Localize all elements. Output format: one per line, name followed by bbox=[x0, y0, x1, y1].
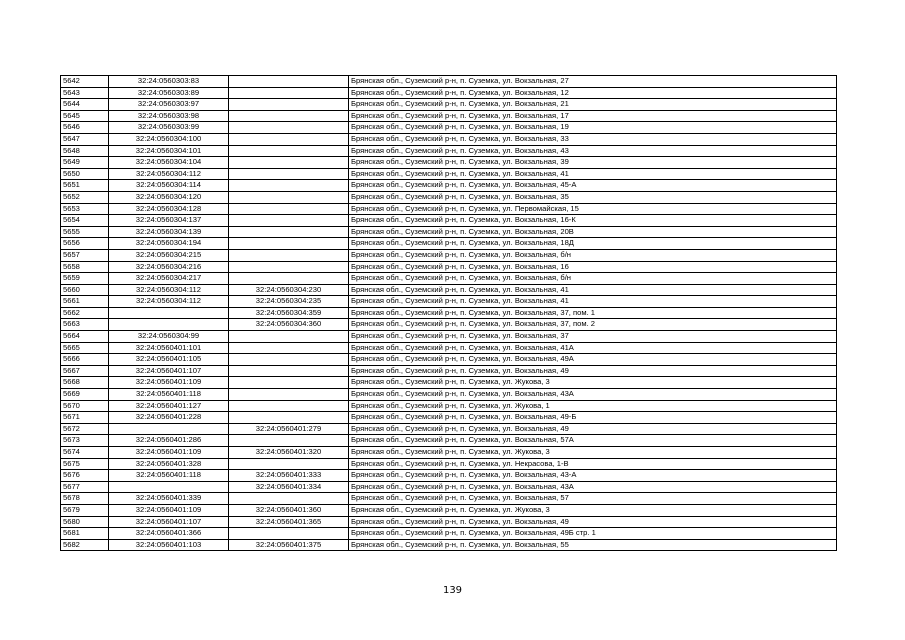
address-cell: Брянская обл., Суземский р-н, п. Суземка, ул. Вокзальная, 41А bbox=[349, 342, 837, 354]
cadastral-number-cell bbox=[109, 423, 229, 435]
cadastral-number-cell: 32:24:0560401:366 bbox=[109, 528, 229, 540]
table-row bbox=[61, 76, 837, 88]
table-row bbox=[61, 458, 837, 470]
row-number-cell: 5678 bbox=[61, 493, 109, 505]
table-row bbox=[61, 133, 837, 145]
cadastral-number-cell: 32:24:0560303:89 bbox=[109, 87, 229, 99]
cadastral-number-cell: 32:24:0560303:99 bbox=[109, 122, 229, 134]
table-row bbox=[61, 284, 837, 296]
related-cadastral-number-cell bbox=[229, 435, 349, 447]
table-row bbox=[61, 331, 837, 343]
cadastral-number-cell: 32:24:0560304:112 bbox=[109, 168, 229, 180]
table-row bbox=[61, 307, 837, 319]
table-row bbox=[61, 261, 837, 273]
row-number-cell: 5661 bbox=[61, 296, 109, 308]
cadastral-number-cell: 32:24:0560304:114 bbox=[109, 180, 229, 192]
row-number-cell: 5645 bbox=[61, 110, 109, 122]
table-row bbox=[61, 319, 837, 331]
row-number-cell: 5664 bbox=[61, 331, 109, 343]
address-cell: Брянская обл., Суземский р-н, п. Суземка, ул. Вокзальная, 39 bbox=[349, 157, 837, 169]
table-row bbox=[61, 389, 837, 401]
row-number-cell: 5646 bbox=[61, 122, 109, 134]
cadastral-number-cell: 32:24:0560303:98 bbox=[109, 110, 229, 122]
address-cell: Брянская обл., Суземский р-н, п. Суземка, ул. Вокзальная, 49Б стр. 1 bbox=[349, 528, 837, 540]
related-cadastral-number-cell: 32:24:0560401:375 bbox=[229, 539, 349, 551]
table-row bbox=[61, 226, 837, 238]
table-row bbox=[61, 412, 837, 424]
table-row bbox=[61, 528, 837, 540]
table-row bbox=[61, 157, 837, 169]
cadastral-number-cell: 32:24:0560401:109 bbox=[109, 377, 229, 389]
cadastral-number-cell: 32:24:0560304:112 bbox=[109, 296, 229, 308]
cadastral-number-cell: 32:24:0560401:127 bbox=[109, 400, 229, 412]
cadastral-number-cell: 32:24:0560401:103 bbox=[109, 539, 229, 551]
address-cell: Брянская обл., Суземский р-н, п. Суземка, ул. Жукова, 3 bbox=[349, 504, 837, 516]
row-number-cell: 5680 bbox=[61, 516, 109, 528]
address-cell: Брянская обл., Суземский р-н, п. Суземка, ул. Вокзальная, 21 bbox=[349, 99, 837, 111]
cadastral-number-cell: 32:24:0560304:112 bbox=[109, 284, 229, 296]
related-cadastral-number-cell: 32:24:0560304:359 bbox=[229, 307, 349, 319]
row-number-cell: 5682 bbox=[61, 539, 109, 551]
table-row bbox=[61, 377, 837, 389]
table-row bbox=[61, 493, 837, 505]
page-number: 139 bbox=[442, 585, 463, 596]
table-row bbox=[61, 168, 837, 180]
cadastral-number-cell: 32:24:0560304:215 bbox=[109, 249, 229, 261]
row-number-cell: 5670 bbox=[61, 400, 109, 412]
address-cell: Брянская обл., Суземский р-н, п. Суземка, ул. Вокзальная, б/н bbox=[349, 273, 837, 285]
address-cell: Брянская обл., Суземский р-н, п. Суземка, ул. Вокзальная, 55 bbox=[349, 539, 837, 551]
related-cadastral-number-cell bbox=[229, 365, 349, 377]
row-number-cell: 5663 bbox=[61, 319, 109, 331]
address-cell: Брянская обл., Суземский р-н, п. Суземка, ул. Некрасова, 1-В bbox=[349, 458, 837, 470]
related-cadastral-number-cell bbox=[229, 180, 349, 192]
row-number-cell: 5650 bbox=[61, 168, 109, 180]
table-row bbox=[61, 122, 837, 134]
related-cadastral-number-cell: 32:24:0560401:320 bbox=[229, 447, 349, 459]
cadastral-number-cell: 32:24:0560303:83 bbox=[109, 76, 229, 88]
address-cell: Брянская обл., Суземский р-н, п. Суземка, ул. Вокзальная, 27 bbox=[349, 76, 837, 88]
address-cell: Брянская обл., Суземский р-н, п. Суземка, ул. Вокзальная, 49 bbox=[349, 516, 837, 528]
cadastral-number-cell: 32:24:0560401:328 bbox=[109, 458, 229, 470]
related-cadastral-number-cell: 32:24:0560304:230 bbox=[229, 284, 349, 296]
cadastral-number-cell: 32:24:0560303:97 bbox=[109, 99, 229, 111]
address-cell: Брянская обл., Суземский р-н, п. Суземка, ул. Вокзальная, 49 bbox=[349, 423, 837, 435]
related-cadastral-number-cell bbox=[229, 273, 349, 285]
related-cadastral-number-cell bbox=[229, 87, 349, 99]
address-cell: Брянская обл., Суземский р-н, п. Суземка, ул. Вокзальная, 41 bbox=[349, 296, 837, 308]
address-cell: Брянская обл., Суземский р-н, п. Суземка, ул. Вокзальная, 43-А bbox=[349, 470, 837, 482]
address-cell: Брянская обл., Суземский р-н, п. Суземка, ул. Вокзальная, 43А bbox=[349, 389, 837, 401]
row-number-cell: 5679 bbox=[61, 504, 109, 516]
row-number-cell: 5671 bbox=[61, 412, 109, 424]
table-row bbox=[61, 238, 837, 250]
cadastral-number-cell: 32:24:0560401:109 bbox=[109, 447, 229, 459]
table-row bbox=[61, 99, 837, 111]
table-row bbox=[61, 504, 837, 516]
row-number-cell: 5652 bbox=[61, 191, 109, 203]
cadastral-number-cell: 32:24:0560401:339 bbox=[109, 493, 229, 505]
related-cadastral-number-cell bbox=[229, 191, 349, 203]
related-cadastral-number-cell bbox=[229, 412, 349, 424]
property-table-body bbox=[61, 76, 837, 551]
row-number-cell: 5666 bbox=[61, 354, 109, 366]
cadastral-number-cell: 32:24:0560304:104 bbox=[109, 157, 229, 169]
related-cadastral-number-cell: 32:24:0560304:360 bbox=[229, 319, 349, 331]
cadastral-number-cell: 32:24:0560401:109 bbox=[109, 504, 229, 516]
row-number-cell: 5667 bbox=[61, 365, 109, 377]
row-number-cell: 5677 bbox=[61, 481, 109, 493]
address-cell: Брянская обл., Суземский р-н, п. Суземка, ул. Вокзальная, 57 bbox=[349, 493, 837, 505]
address-cell: Брянская обл., Суземский р-н, п. Суземка, ул. Вокзальная, 37, пом. 2 bbox=[349, 319, 837, 331]
table-row bbox=[61, 215, 837, 227]
table-row bbox=[61, 249, 837, 261]
table-row bbox=[61, 423, 837, 435]
row-number-cell: 5657 bbox=[61, 249, 109, 261]
address-cell: Брянская обл., Суземский р-н, п. Суземка, ул. Вокзальная, 16 bbox=[349, 261, 837, 273]
row-number-cell: 5674 bbox=[61, 447, 109, 459]
address-cell: Брянская обл., Суземский р-н, п. Суземка, ул. Вокзальная, 57А bbox=[349, 435, 837, 447]
table-row bbox=[61, 365, 837, 377]
row-number-cell: 5648 bbox=[61, 145, 109, 157]
table-row bbox=[61, 470, 837, 482]
address-cell: Брянская обл., Суземский р-н, п. Суземка, ул. Вокзальная, 35 bbox=[349, 191, 837, 203]
row-number-cell: 5681 bbox=[61, 528, 109, 540]
related-cadastral-number-cell bbox=[229, 76, 349, 88]
property-table bbox=[60, 75, 837, 551]
row-number-cell: 5643 bbox=[61, 87, 109, 99]
address-cell: Брянская обл., Суземский р-н, п. Суземка, ул. Вокзальная, 49 bbox=[349, 365, 837, 377]
related-cadastral-number-cell bbox=[229, 203, 349, 215]
address-cell: Брянская обл., Суземский р-н, п. Суземка, ул. Жукова, 3 bbox=[349, 377, 837, 389]
address-cell: Брянская обл., Суземский р-н, п. Суземка, ул. Вокзальная, 45-А bbox=[349, 180, 837, 192]
cadastral-number-cell bbox=[109, 319, 229, 331]
row-number-cell: 5658 bbox=[61, 261, 109, 273]
row-number-cell: 5665 bbox=[61, 342, 109, 354]
table-row bbox=[61, 296, 837, 308]
row-number-cell: 5655 bbox=[61, 226, 109, 238]
related-cadastral-number-cell: 32:24:0560401:365 bbox=[229, 516, 349, 528]
row-number-cell: 5649 bbox=[61, 157, 109, 169]
table-row bbox=[61, 435, 837, 447]
table-row bbox=[61, 342, 837, 354]
address-cell: Брянская обл., Суземский р-н, п. Суземка, ул. Первомайская, 15 bbox=[349, 203, 837, 215]
address-cell: Брянская обл., Суземский р-н, п. Суземка, ул. Вокзальная, 43А bbox=[349, 481, 837, 493]
address-cell: Брянская обл., Суземский р-н, п. Суземка, ул. Вокзальная, 17 bbox=[349, 110, 837, 122]
cadastral-number-cell: 32:24:0560304:139 bbox=[109, 226, 229, 238]
related-cadastral-number-cell bbox=[229, 389, 349, 401]
cadastral-number-cell: 32:24:0560401:107 bbox=[109, 365, 229, 377]
related-cadastral-number-cell bbox=[229, 400, 349, 412]
address-cell: Брянская обл., Суземский р-н, п. Суземка, ул. Вокзальная, 33 bbox=[349, 133, 837, 145]
address-cell: Брянская обл., Суземский р-н, п. Суземка, ул. Вокзальная, 43 bbox=[349, 145, 837, 157]
row-number-cell: 5651 bbox=[61, 180, 109, 192]
address-cell: Брянская обл., Суземский р-н, п. Суземка, ул. Вокзальная, 49-Б bbox=[349, 412, 837, 424]
related-cadastral-number-cell bbox=[229, 133, 349, 145]
table-row bbox=[61, 145, 837, 157]
table-row bbox=[61, 354, 837, 366]
related-cadastral-number-cell bbox=[229, 168, 349, 180]
address-cell: Брянская обл., Суземский р-н, п. Суземка, ул. Вокзальная, 16-К bbox=[349, 215, 837, 227]
related-cadastral-number-cell bbox=[229, 226, 349, 238]
address-cell: Брянская обл., Суземский р-н, п. Суземка, ул. Вокзальная, 49А bbox=[349, 354, 837, 366]
address-cell: Брянская обл., Суземский р-н, п. Суземка, ул. Вокзальная, 37, пом. 1 bbox=[349, 307, 837, 319]
row-number-cell: 5675 bbox=[61, 458, 109, 470]
related-cadastral-number-cell: 32:24:0560401:360 bbox=[229, 504, 349, 516]
related-cadastral-number-cell bbox=[229, 110, 349, 122]
related-cadastral-number-cell bbox=[229, 157, 349, 169]
related-cadastral-number-cell bbox=[229, 493, 349, 505]
table-row bbox=[61, 273, 837, 285]
table-row bbox=[61, 516, 837, 528]
related-cadastral-number-cell: 32:24:0560401:334 bbox=[229, 481, 349, 493]
table-row bbox=[61, 400, 837, 412]
related-cadastral-number-cell bbox=[229, 342, 349, 354]
cadastral-number-cell: 32:24:0560401:101 bbox=[109, 342, 229, 354]
table-row bbox=[61, 481, 837, 493]
related-cadastral-number-cell bbox=[229, 249, 349, 261]
cadastral-number-cell: 32:24:0560304:120 bbox=[109, 191, 229, 203]
related-cadastral-number-cell bbox=[229, 261, 349, 273]
cadastral-number-cell: 32:24:0560304:99 bbox=[109, 331, 229, 343]
cadastral-number-cell: 32:24:0560401:118 bbox=[109, 470, 229, 482]
related-cadastral-number-cell: 32:24:0560401:279 bbox=[229, 423, 349, 435]
row-number-cell: 5647 bbox=[61, 133, 109, 145]
related-cadastral-number-cell bbox=[229, 122, 349, 134]
related-cadastral-number-cell bbox=[229, 331, 349, 343]
cadastral-number-cell: 32:24:0560304:100 bbox=[109, 133, 229, 145]
row-number-cell: 5656 bbox=[61, 238, 109, 250]
address-cell: Брянская обл., Суземский р-н, п. Суземка, ул. Жукова, 1 bbox=[349, 400, 837, 412]
related-cadastral-number-cell bbox=[229, 145, 349, 157]
related-cadastral-number-cell bbox=[229, 458, 349, 470]
table-row bbox=[61, 180, 837, 192]
cadastral-number-cell: 32:24:0560401:105 bbox=[109, 354, 229, 366]
address-cell: Брянская обл., Суземский р-н, п. Суземка, ул. Вокзальная, 41 bbox=[349, 168, 837, 180]
row-number-cell: 5659 bbox=[61, 273, 109, 285]
row-number-cell: 5673 bbox=[61, 435, 109, 447]
cadastral-number-cell: 32:24:0560304:217 bbox=[109, 273, 229, 285]
cadastral-number-cell: 32:24:0560401:118 bbox=[109, 389, 229, 401]
address-cell: Брянская обл., Суземский р-н, п. Суземка, ул. Жукова, 3 bbox=[349, 447, 837, 459]
address-cell: Брянская обл., Суземский р-н, п. Суземка, ул. Вокзальная, 20В bbox=[349, 226, 837, 238]
cadastral-number-cell: 32:24:0560401:228 bbox=[109, 412, 229, 424]
address-cell: Брянская обл., Суземский р-н, п. Суземка, ул. Вокзальная, 41 bbox=[349, 284, 837, 296]
related-cadastral-number-cell: 32:24:0560304:235 bbox=[229, 296, 349, 308]
related-cadastral-number-cell bbox=[229, 354, 349, 366]
table-row bbox=[61, 87, 837, 99]
cadastral-number-cell: 32:24:0560304:216 bbox=[109, 261, 229, 273]
address-cell: Брянская обл., Суземский р-н, п. Суземка, ул. Вокзальная, 12 bbox=[349, 87, 837, 99]
row-number-cell: 5668 bbox=[61, 377, 109, 389]
row-number-cell: 5660 bbox=[61, 284, 109, 296]
related-cadastral-number-cell bbox=[229, 238, 349, 250]
cadastral-number-cell: 32:24:0560304:101 bbox=[109, 145, 229, 157]
table-row bbox=[61, 447, 837, 459]
cadastral-number-cell bbox=[109, 481, 229, 493]
address-cell: Брянская обл., Суземский р-н, п. Суземка, ул. Вокзальная, 37 bbox=[349, 331, 837, 343]
row-number-cell: 5653 bbox=[61, 203, 109, 215]
row-number-cell: 5676 bbox=[61, 470, 109, 482]
table-row bbox=[61, 110, 837, 122]
related-cadastral-number-cell bbox=[229, 528, 349, 540]
cadastral-number-cell: 32:24:0560304:128 bbox=[109, 203, 229, 215]
cadastral-number-cell: 32:24:0560304:137 bbox=[109, 215, 229, 227]
related-cadastral-number-cell: 32:24:0560401:333 bbox=[229, 470, 349, 482]
related-cadastral-number-cell bbox=[229, 215, 349, 227]
cadastral-number-cell: 32:24:0560304:194 bbox=[109, 238, 229, 250]
table-row bbox=[61, 191, 837, 203]
table-row bbox=[61, 539, 837, 551]
row-number-cell: 5654 bbox=[61, 215, 109, 227]
row-number-cell: 5642 bbox=[61, 76, 109, 88]
related-cadastral-number-cell bbox=[229, 377, 349, 389]
table-row bbox=[61, 203, 837, 215]
cadastral-number-cell: 32:24:0560401:107 bbox=[109, 516, 229, 528]
row-number-cell: 5644 bbox=[61, 99, 109, 111]
row-number-cell: 5669 bbox=[61, 389, 109, 401]
address-cell: Брянская обл., Суземский р-н, п. Суземка, ул. Вокзальная, 19 bbox=[349, 122, 837, 134]
address-cell: Брянская обл., Суземский р-н, п. Суземка, ул. Вокзальная, 18Д bbox=[349, 238, 837, 250]
row-number-cell: 5672 bbox=[61, 423, 109, 435]
related-cadastral-number-cell bbox=[229, 99, 349, 111]
address-cell: Брянская обл., Суземский р-н, п. Суземка, ул. Вокзальная, б/н bbox=[349, 249, 837, 261]
cadastral-number-cell: 32:24:0560401:286 bbox=[109, 435, 229, 447]
cadastral-number-cell bbox=[109, 307, 229, 319]
row-number-cell: 5662 bbox=[61, 307, 109, 319]
